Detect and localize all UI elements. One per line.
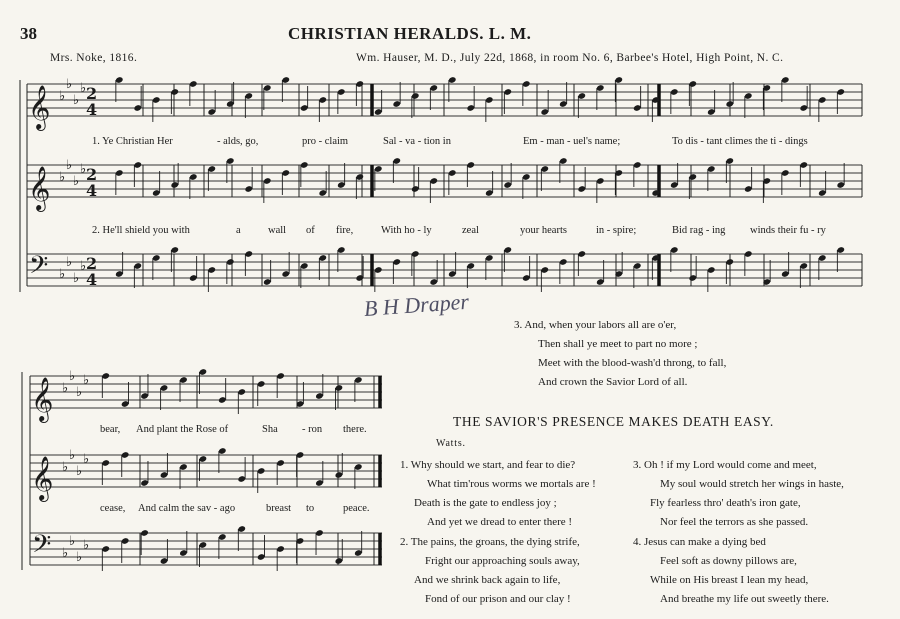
lyric-fragment: Sha [262,424,278,435]
verse-line: 4. Jesus can make a dying bed [633,536,766,548]
lyric-fragment: bear, [100,424,121,435]
flat-sign-icon: ♭ [66,77,73,92]
lyric-fragment: 1. Ye Christian Her [92,136,173,147]
flat-sign-icon: ♭ [62,381,69,396]
page-number: 38 [20,24,37,43]
verse-line: 3. Oh ! if my Lord would come and meet, [633,459,817,471]
composer-credit: Mrs. Noke, 1816. [50,52,138,64]
lyric-fragment: To dis - tant climes the ti - dings [672,136,808,147]
flat-sign-icon: ♭ [76,550,83,565]
verse-line: What tim'rous worms we mortals are ! [427,478,596,490]
flat-sign-icon: ♭ [62,546,69,561]
bass-clef-icon: 𝄢 [29,251,49,286]
verse-line: Death is the gate to endless joy ; [414,497,557,509]
time-signature-top: 2 [86,165,98,184]
flat-sign-icon: ♭ [69,448,76,463]
verse-line: Fly fearless thro' death's iron gate, [650,497,801,509]
verse-line: Meet with the blood-wash'd throng, to fall, [538,357,727,369]
flat-sign-icon: ♭ [66,158,73,173]
flat-sign-icon: ♭ [59,170,66,185]
handwritten-signature: B H Draper [363,288,470,321]
lyric-fragment: your hearts [520,225,567,236]
lyric-fragment: fire, [336,225,354,236]
verse-line: 1. Why should we start, and fear to die? [400,459,576,471]
verse-line: And crown the Savior Lord of all. [538,376,688,388]
flat-sign-icon: ♭ [80,162,87,177]
arranger-credit: Wm. Hauser, M. D., July 22d, 1868, in room No. 6, Barbee's Hotel, High Point, N. C. [356,52,784,64]
verse-line: Fond of our prison and our clay ! [425,593,571,605]
treble-clef-icon: 𝄞 [28,85,51,129]
lyric-fragment: And calm the sav - ago [138,503,236,514]
bass-clef-icon: 𝄢 [32,530,52,565]
lyric-fragment: breast [266,503,292,514]
lyric-fragment: to [306,503,315,514]
time-signature-top: 2 [86,84,98,103]
verse-line: While on His breast I lean my head, [650,574,809,586]
lyric-fragment: pro - claim [302,136,349,147]
lyric-fragment: With ho - ly [381,225,432,236]
lyric-fragment: of [306,225,315,236]
flat-sign-icon: ♭ [83,452,90,467]
lyric-fragment: Bid rag - ing [672,225,726,236]
treble-clef-icon: 𝄞 [28,166,51,210]
lyric-fragment: there. [343,424,367,435]
lyric-fragment: 2. He'll shield you with [92,225,190,236]
time-signature-bottom: 4 [86,270,98,289]
hymn2-title: THE SAVIOR'S PRESENCE MAKES DEATH EASY. [453,414,774,429]
lyric-fragment: Sal - va - tion in [383,136,451,147]
verse-line: And yet we dread to enter there ! [427,516,573,528]
flat-sign-icon: ♭ [66,255,73,270]
treble-clef-icon: 𝄞 [31,377,54,421]
lyric-fragment: Em - man - uel's name; [523,136,621,147]
flat-sign-icon: ♭ [59,267,66,282]
verse-line: 2. The pains, the groans, the dying strife, [400,536,580,548]
flat-sign-icon: ♭ [83,538,90,553]
flat-sign-icon: ♭ [73,93,80,108]
treble-clef-icon: 𝄞 [31,456,54,500]
lyric-fragment: - ron [302,424,323,435]
verse-line: And breathe my life out sweetly there. [660,593,829,605]
verse-line: 3. And, when your labors all are o'er, [514,319,677,331]
flat-sign-icon: ♭ [83,373,90,388]
flat-sign-icon: ♭ [80,259,87,274]
lyric-fragment: peace. [343,503,370,514]
verse-line: Feel soft as downy pillows are, [660,555,797,567]
lyric-fragment: in - spire; [596,225,637,236]
flat-sign-icon: ♭ [73,271,80,286]
verse-line: Then shall ye meet to part no more ; [538,338,698,350]
flat-sign-icon: ♭ [59,89,66,104]
flat-sign-icon: ♭ [76,385,83,400]
lyric-fragment: a [236,225,241,236]
flat-sign-icon: ♭ [69,534,76,549]
verse-line: And we shrink back again to life, [414,574,561,586]
verse-line: Nor feel the terrors as she passed. [660,516,809,528]
flat-sign-icon: ♭ [69,369,76,384]
flat-sign-icon: ♭ [62,460,69,475]
lyric-fragment: - alds, go, [217,136,259,147]
flat-sign-icon: ♭ [76,464,83,479]
time-signature-bottom: 4 [86,181,98,200]
time-signature-top: 2 [86,254,98,273]
lyric-fragment: cease, [100,503,126,514]
flat-sign-icon: ♭ [73,174,80,189]
lyric-fragment: zeal [462,225,479,236]
verse-line: Fright our approaching souls away, [425,555,580,567]
lyric-fragment: winds their fu - ry [750,225,826,236]
flat-sign-icon: ♭ [80,81,87,96]
time-signature-bottom: 4 [86,100,98,119]
verse-line: My soul would stretch her wings in haste, [660,478,844,490]
lyric-fragment: And plant the Rose of [136,424,229,435]
hymn-title: CHRISTIAN HERALDS. L. M. [288,24,532,43]
lyric-fragment: wall [268,225,287,236]
hymn2-author: Watts. [436,438,466,449]
